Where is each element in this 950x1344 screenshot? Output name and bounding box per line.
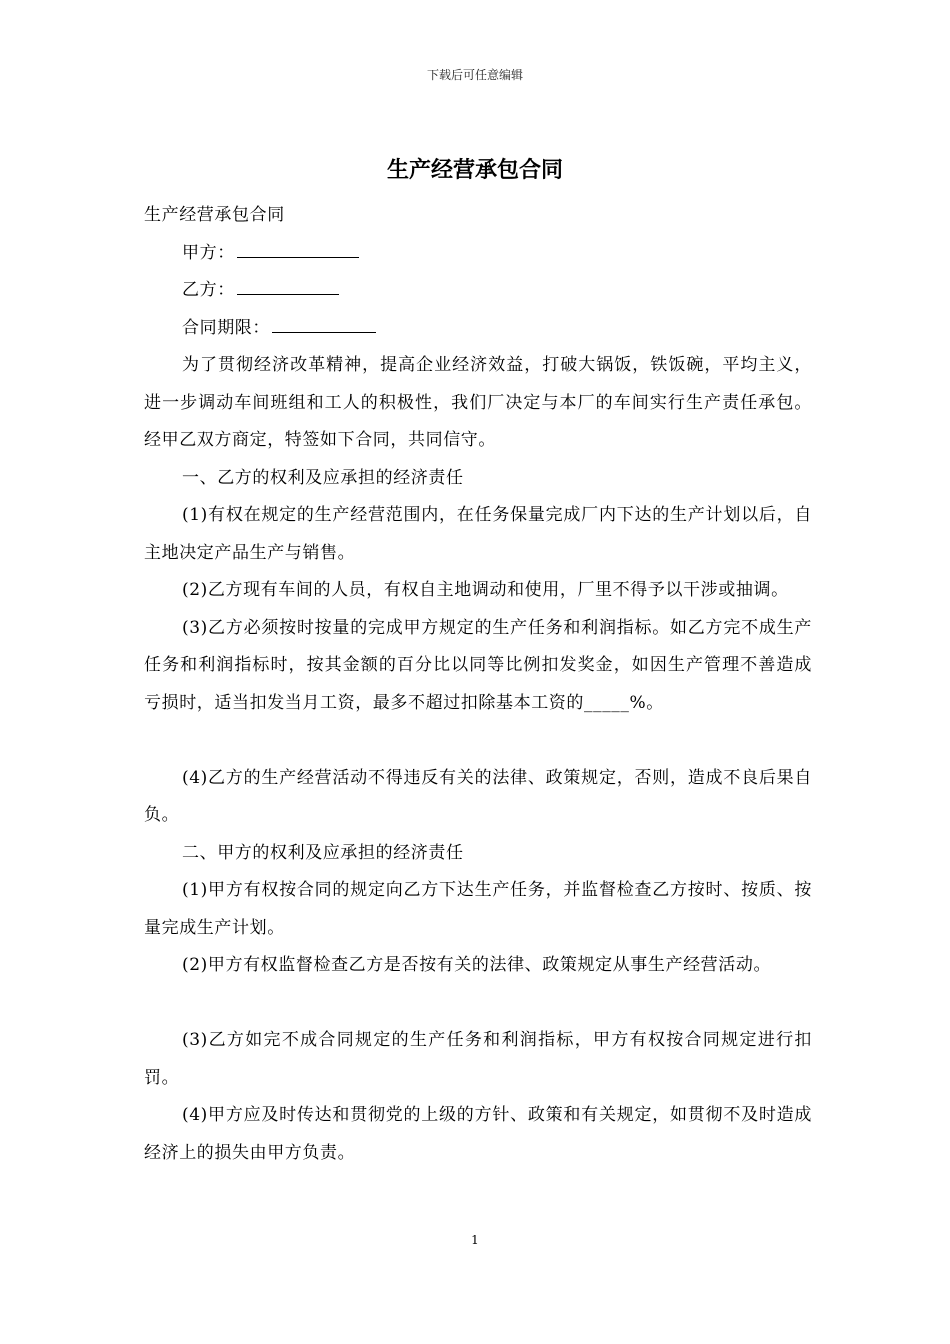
section2-item-2: (2)甲方有权监督检查乙方是否按有关的法律、政策规定从事生产经营活动。 — [182, 955, 772, 975]
header-note: 下载后可任意编辑 — [426, 68, 523, 82]
party-a-blank[interactable] — [237, 239, 359, 258]
contract-subtitle: 生产经营承包合同 — [144, 205, 285, 225]
section2-item-3: (3)乙方如完不成合同规定的生产任务和利润指标，甲方有权按合同规定进行扣罚。 — [144, 1030, 812, 1088]
document-body — [144, 197, 812, 1172]
section1-item-2: (2)乙方现有车间的人员，有权自主地调动和使用，厂里不得予以干涉或抽调。 — [182, 580, 789, 600]
party-a-label: 甲方： — [182, 242, 235, 263]
section1-item-3: (3)乙方必须按时按量的完成甲方规定的生产任务和利润指标。如乙方完不成生产任务和利润指标时，按其金额的百分比以同等比例扣发奖金，如因生产管理不善造成亏损时，适当扣发当月工资，最多不超过扣除基本工资的_____%。 — [144, 617, 812, 713]
section2-item-4: (4)甲方应及时传达和贯彻党的上级的方针、政策和有关规定，如贯彻不及时造成经济上的损失由甲方负责。 — [144, 1105, 812, 1163]
document-title: 生产经营承包合同 — [386, 157, 563, 183]
section1-item-4: (4)乙方的生产经营活动不得违反有关的法律、政策规定，否则，造成不良后果自负。 — [144, 767, 812, 825]
paragraph-gap — [144, 985, 812, 1023]
section2-item-1: (1)甲方有权按合同的规定向乙方下达生产任务，并监督检查乙方按时、按质、按量完成生产计划。 — [144, 880, 812, 938]
party-b-label: 乙方： — [182, 280, 235, 300]
contract-term-line — [144, 310, 812, 348]
contract-term-label: 合同期限： — [182, 317, 270, 338]
contract-term-blank[interactable] — [272, 314, 376, 333]
section1-heading: 一、乙方的权利及应承担的经济责任 — [182, 467, 464, 488]
intro-paragraph: 为了贯彻经济改革精神，提高企业经济效益，打破大锅饭，铁饭碗，平均主义，进一步调动车间班组和工人的积极性，我们厂决定与本厂的车间实行生产责任承包。经甲乙双方商定，特签如下合同，共同信守。 — [144, 355, 812, 450]
party-b-blank[interactable] — [237, 276, 339, 295]
party-a-line — [144, 235, 812, 273]
paragraph-gap — [144, 722, 812, 760]
party-b-line — [144, 272, 812, 310]
section2-heading: 二、甲方的权利及应承担的经济责任 — [182, 842, 464, 863]
page-number: 1 — [471, 1233, 479, 1247]
section1-item-1: (1)有权在规定的生产经营范围内，在任务保量完成厂内下达的生产计划以后，自主地决定产品生产与销售。 — [144, 505, 812, 563]
